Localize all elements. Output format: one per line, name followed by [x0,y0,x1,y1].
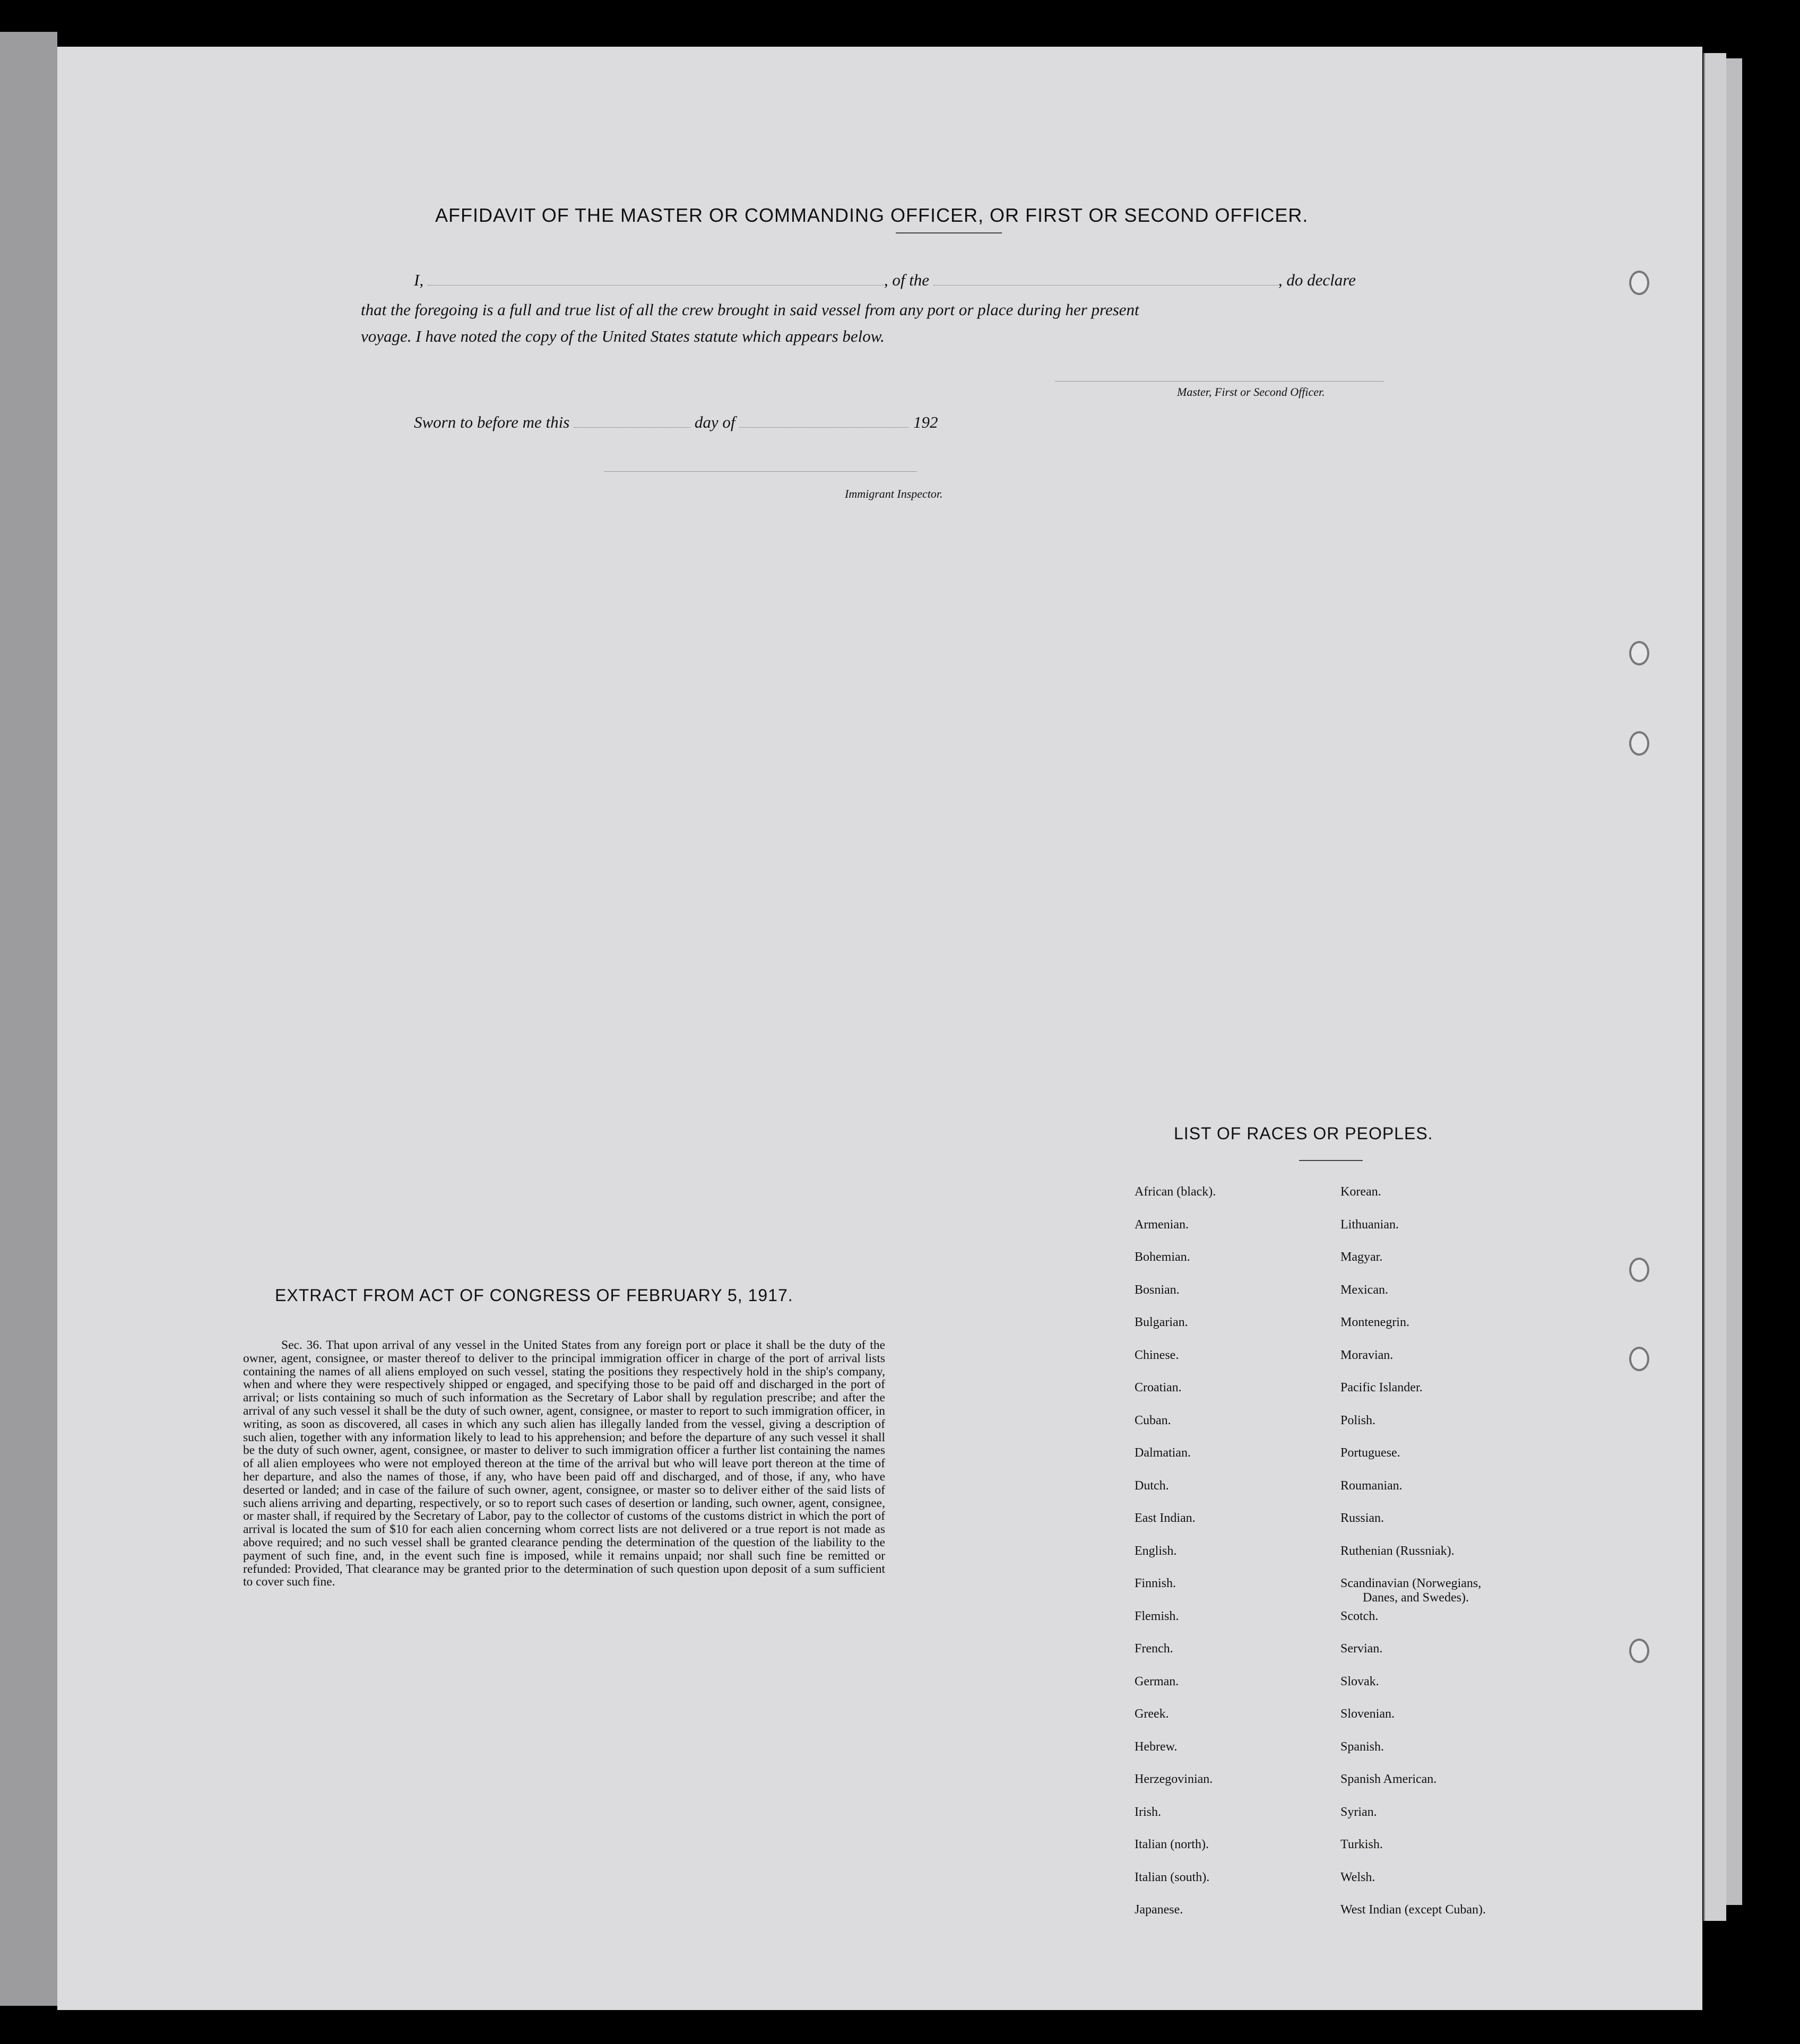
race-item: African (black). [1135,1185,1216,1199]
race-item: Greek. [1135,1707,1169,1721]
race-item: Turkish. [1340,1838,1383,1851]
month-blank [739,415,909,428]
race-item: Italian (north). [1135,1838,1209,1851]
race-item: Italian (south). [1135,1870,1210,1884]
master-label: Master, First or Second Officer. [1177,385,1325,399]
race-item: Russian. [1340,1511,1384,1525]
race-item: Slovak. [1340,1674,1379,1688]
race-item: West Indian (except Cuban). [1340,1903,1486,1917]
sworn-day-of: day of [694,413,735,431]
race-item: Bosnian. [1135,1283,1180,1297]
race-item: German. [1135,1674,1179,1688]
affidavit-of-the: , of the [884,271,930,289]
affidavit-line-1 [414,271,1356,290]
race-item: Welsh. [1340,1870,1375,1884]
race-item: Pacific Islander. [1340,1381,1423,1395]
race-item: Croatian. [1135,1381,1182,1395]
race-item: French. [1135,1642,1173,1656]
master-signature-line [1055,381,1384,382]
races-divider [1299,1160,1363,1161]
name-blank [428,273,884,285]
binding-hole [1629,1258,1649,1282]
race-item: Magyar. [1340,1250,1383,1264]
race-item: Bohemian. [1135,1250,1190,1264]
sworn-line [414,413,938,432]
race-item: Ruthenian (Russniak). [1340,1544,1455,1558]
page-stack-edge [1703,53,1726,1921]
binding-hole [1629,1639,1649,1663]
race-item: Japanese. [1135,1903,1183,1917]
race-item: Dutch. [1135,1478,1169,1493]
race-item: Bulgarian. [1135,1315,1188,1329]
affidavit-title: AFFIDAVIT OF THE MASTER OR COMMANDING OFFICER, OR FIRST OR SECOND OFFICER. [435,204,1309,226]
extract-body: Sec. 36. That upon arrival of any vessel in the United States from any foreign port or place it shall be the duty of the owner, agent, consignee, or master thereof to deliver to the principal immigration officer in charge of the port of arrival lists containing the names of all aliens employed on such vessel, stating the positions they respectively hold in the ship's company, when and where they were respectively shipped or engaged, and specifying those to be paid off and discharged in the port of arrival; or lists containing so much of such information as the Secretary of Labor shall by regulation prescribe; and after the arrival of any such vessel it shall be the duty of such owner, agent, consignee, or master to report to such immigration officer, in writing, as soon as discovered, all cases in which any such alien has illegally landed from the vessel, giving a description of such alien, together with any information likely to lead to his apprehension; and before the departure of any such vessel it shall be the duty of such owner, agent, consignee, or master to deliver to such immigration officer a further list containing the names of all alien employees who were not employed thereon at the time of the arrival but who will leave port thereon at the time of her departure, and also the names of those, if any, who have been paid off and discharged, and of those, if any, who have deserted or landed; and in case of the failure of such owner, agent, consignee, or master so to deliver either of the said lists of such aliens arriving and departing, respectively, or so to report such cases of desertion or landing, such owner, agent, consignee, or master shall, if required by the Secretary of Labor, pay to the collector of customs of the customs district in which the port of arrival is located the sum of $10 for each alien concerning whom correct lists are not delivered or a true report is not made as above required; and no such vessel shall be granted clearance pending the determination of the question of the liability to the payment of such fine, and, in the event such fine is imposed, while it remains unpaid; nor shall such fine be remitted or refunded: Provided, That clearance may be granted prior to the determination of such question upon deposit of a sum sufficient to cover such fine. [243,1338,885,1589]
race-item: Polish. [1340,1413,1376,1427]
inspector-signature-line [604,471,917,472]
day-blank [574,415,690,428]
race-item: Slovenian. [1340,1707,1395,1721]
races-column-2 [1340,1185,1486,1936]
manifest-page [57,47,1702,2010]
races-title: LIST OF RACES OR PEOPLES. [1174,1124,1433,1143]
race-item: Finnish. [1135,1577,1176,1590]
binding-hole [1629,731,1649,756]
race-item: Lithuanian. [1340,1217,1399,1232]
race-item: Armenian. [1135,1217,1189,1232]
inspector-label: Immigrant Inspector. [845,487,943,500]
race-item-line: Danes, and Swedes). [1363,1591,1469,1605]
race-item: Roumanian. [1340,1478,1403,1493]
race-item: Dalmatian. [1135,1446,1191,1460]
race-item: Mexican. [1340,1283,1388,1297]
binding-hole [1629,641,1649,665]
race-item: Herzegovinian. [1135,1772,1213,1786]
affidavit-line-2: that the foregoing is a full and true list of all the crew brought in said vessel from any port or place during her present [361,300,1139,319]
race-item: Flemish. [1135,1609,1179,1623]
vessel-blank [933,273,1278,285]
race-item: Irish. [1135,1805,1161,1819]
race-item: Hebrew. [1135,1739,1178,1754]
race-item: Spanish. [1340,1739,1384,1754]
sworn-prefix: Sworn to before me this [414,413,570,431]
affidavit-prefix: I, [414,271,424,289]
race-item: Cuban. [1135,1413,1171,1427]
race-item: English. [1135,1544,1177,1558]
race-item: Moravian. [1340,1348,1394,1362]
race-item: Scotch. [1340,1609,1379,1623]
adjacent-page-strip [0,32,57,2006]
race-item: Spanish American. [1340,1772,1437,1786]
sworn-year: 192 [913,413,938,431]
race-item: Portuguese. [1340,1446,1400,1460]
race-item: Syrian. [1340,1805,1377,1819]
extract-title: EXTRACT FROM ACT OF CONGRESS OF FEBRUARY 5, 1917. [275,1286,793,1305]
affidavit-declare: , do declare [1278,271,1356,289]
race-item-line: Scandinavian (Norwegians, [1340,1577,1482,1590]
title-divider [896,232,1002,233]
binding-hole [1629,1347,1649,1371]
binding-hole [1629,271,1649,295]
race-item: Montenegrin. [1340,1315,1409,1329]
race-item-scandinavian [1340,1577,1486,1609]
race-item: Servian. [1340,1642,1383,1656]
race-item: Korean. [1340,1185,1381,1199]
races-column-1 [1135,1185,1216,1936]
page-stack-edge [1725,58,1742,1905]
affidavit-line-3: voyage. I have noted the copy of the United States statute which appears below. [361,327,885,345]
race-item: East Indian. [1135,1511,1196,1525]
race-item: Chinese. [1135,1348,1179,1362]
